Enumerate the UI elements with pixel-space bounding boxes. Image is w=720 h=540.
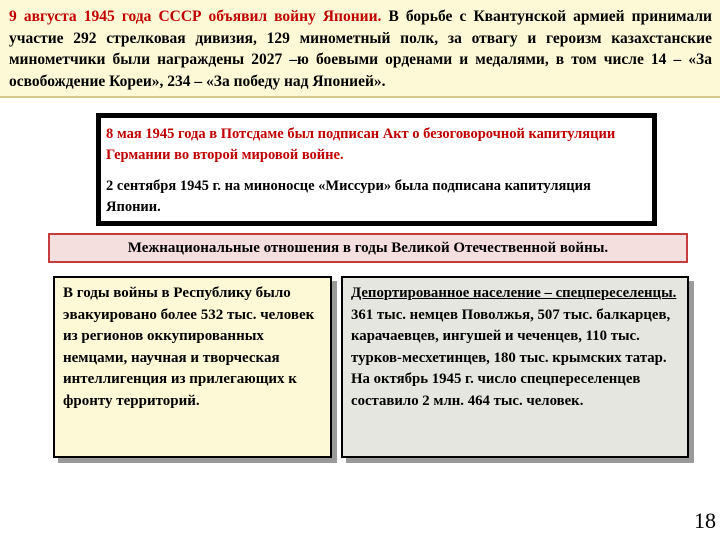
top-banner-text: В борьбе с Квантунской армией принимали участие 292 стрелковая дивизия, 129 минометный полк, за отвагу и героизм казахстанские минометчики были награждены 2027 –ю боевыми орденами и медалями, в том числе 14 – «За освобождение Кореи», 234 – «За победу над Японией». <box>9 8 712 90</box>
top-banner <box>0 0 720 98</box>
top-banner-lead: 9 августа 1945 года СССР объявил войну Японии. <box>9 8 382 25</box>
capitulation-dates-box <box>96 113 657 226</box>
slide-number: 18 <box>694 508 716 533</box>
section-heading: Межнациональные отношения в годы Великой Отечественной войны. <box>48 233 688 263</box>
deportation-heading: Депортированное население – спецпереселенцы. <box>351 285 677 301</box>
evacuation-text: В годы войны в Республику было эвакуировано более 532 тыс. человек из регионов оккупированных немцами, научная и творческая интеллигенция из прилегающих к фронту территорий. <box>63 285 315 409</box>
evacuation-box <box>53 276 332 458</box>
germany-capitulation-text: 8 мая 1945 года в Потсдаме был подписан Акт о безоговорочной капитуляции Германии во второй мировой войне. <box>106 126 616 163</box>
deportation-box <box>341 276 689 458</box>
japan-capitulation-text: 2 сентября 1945 г. на миноносце «Миссури» была подписана капитуляция Японии. <box>106 178 591 215</box>
deportation-text: 361 тыс. немцев Поволжья, 507 тыс. балкарцев, карачаевцев, ингушей и чеченцев, 110 тыс. турков-месхетинцев, 180 тыс. крымских татар. На октябрь 1945 г. число спецпереселенцев составило 2 млн. 464 тыс. человек. <box>351 306 671 409</box>
